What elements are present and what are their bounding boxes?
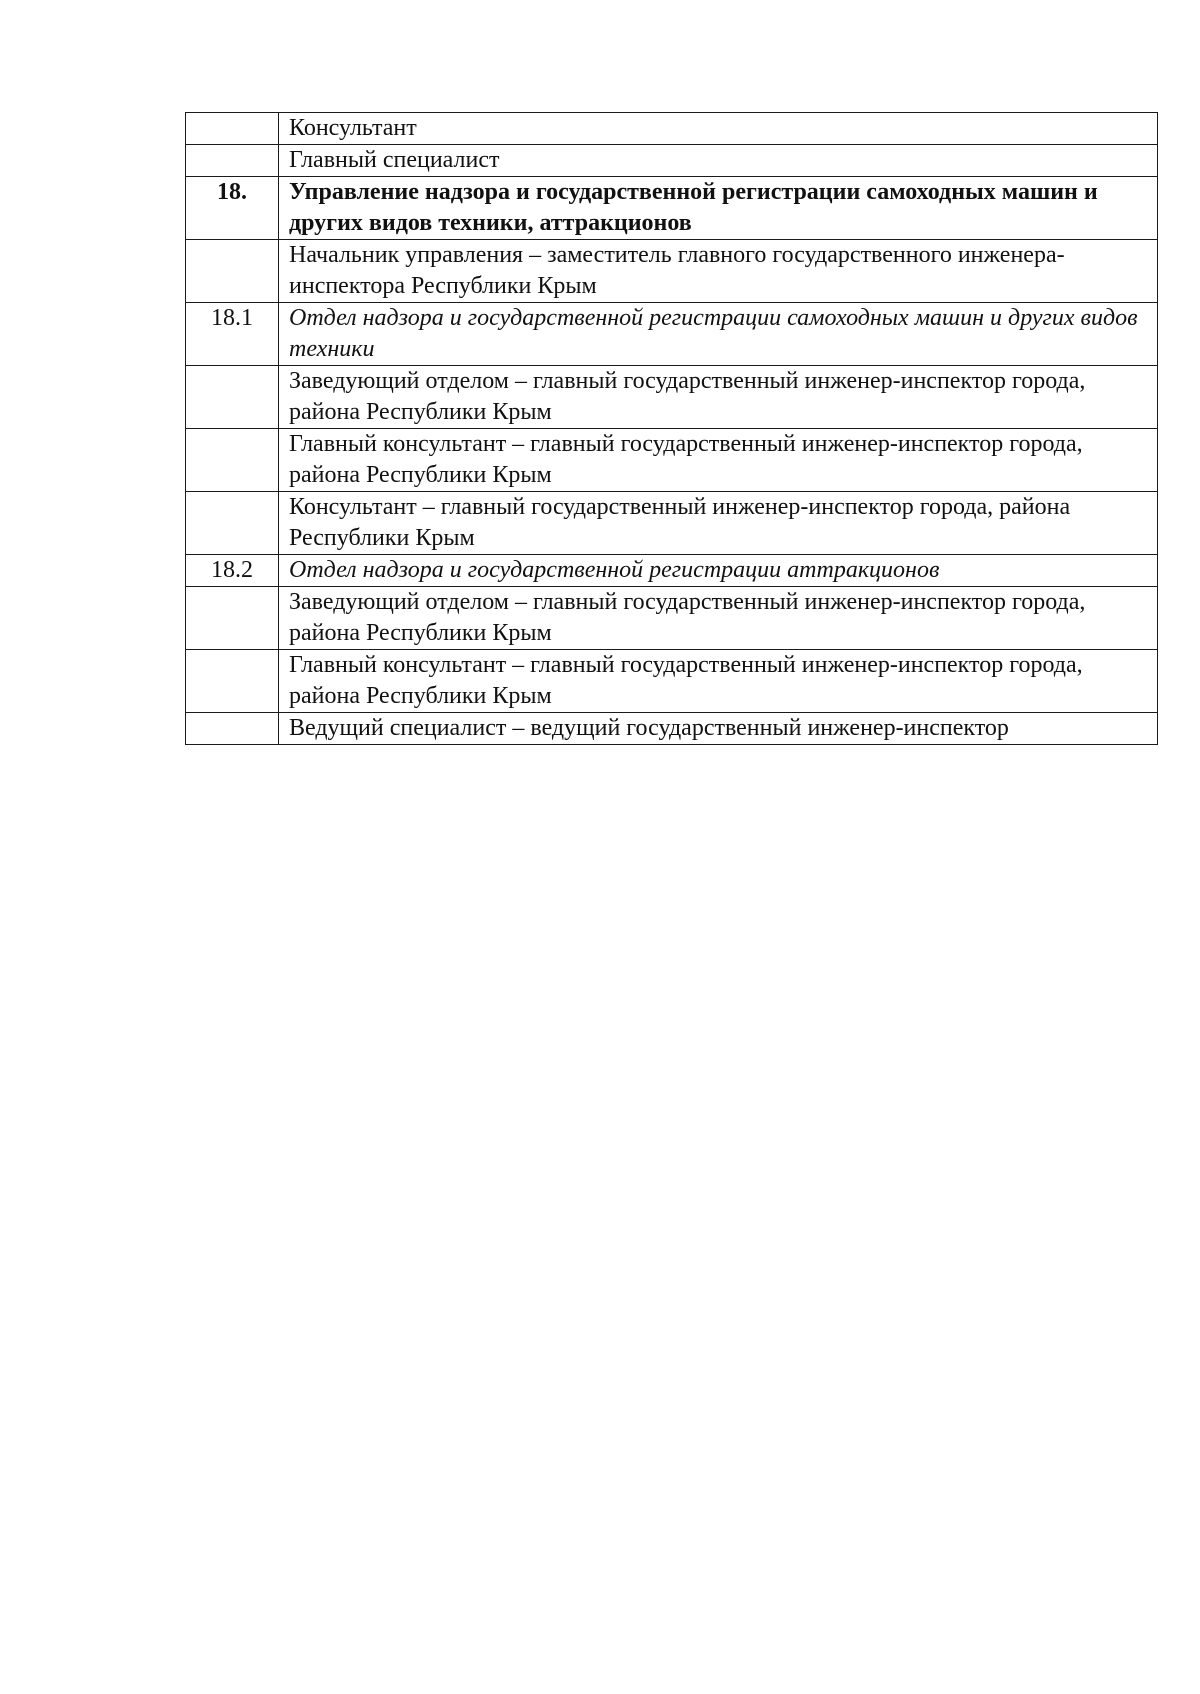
row-title: Главный консультант – главный государственный инженер-инспектор города, района Республики Крым [279,429,1158,492]
table-row-section [186,303,1158,366]
row-number: 18.1 [186,303,279,366]
row-title: Главный консультант – главный государственный инженер-инспектор города, района Республики Крым [279,650,1158,713]
row-number [186,587,279,650]
row-title: Ведущий специалист – ведущий государственный инженер-инспектор [279,713,1158,745]
table-body [186,113,1158,745]
table-row [186,366,1158,429]
row-title: Главный специалист [279,145,1158,177]
table-row-department [186,177,1158,240]
row-title: Заведующий отделом – главный государственный инженер-инспектор города, района Республики Крым [279,587,1158,650]
table-row [186,713,1158,745]
table-row [186,492,1158,555]
row-title: Заведующий отделом – главный государственный инженер-инспектор города, района Республики Крым [279,366,1158,429]
row-title: Отдел надзора и государственной регистрации самоходных машин и других видов техники [279,303,1158,366]
row-number [186,113,279,145]
row-number: 18. [186,177,279,240]
row-number [186,145,279,177]
table-row [186,650,1158,713]
table-row [186,240,1158,303]
table-row-section [186,555,1158,587]
row-number [186,240,279,303]
table-row [186,113,1158,145]
row-title: Отдел надзора и государственной регистрации аттракционов [279,555,1158,587]
row-number [186,713,279,745]
row-number [186,366,279,429]
row-title: Управление надзора и государственной регистрации самоходных машин и других видов техники, аттракционов [279,177,1158,240]
row-number [186,492,279,555]
row-title: Консультант – главный государственный инженер-инспектор города, района Республики Крым [279,492,1158,555]
row-number [186,429,279,492]
staff-positions-table [185,112,1158,745]
row-number [186,650,279,713]
row-title: Консультант [279,113,1158,145]
table-row [186,587,1158,650]
row-number: 18.2 [186,555,279,587]
table-row [186,145,1158,177]
table-row [186,429,1158,492]
row-title: Начальник управления – заместитель главного государственного инженера-инспектора Республики Крым [279,240,1158,303]
